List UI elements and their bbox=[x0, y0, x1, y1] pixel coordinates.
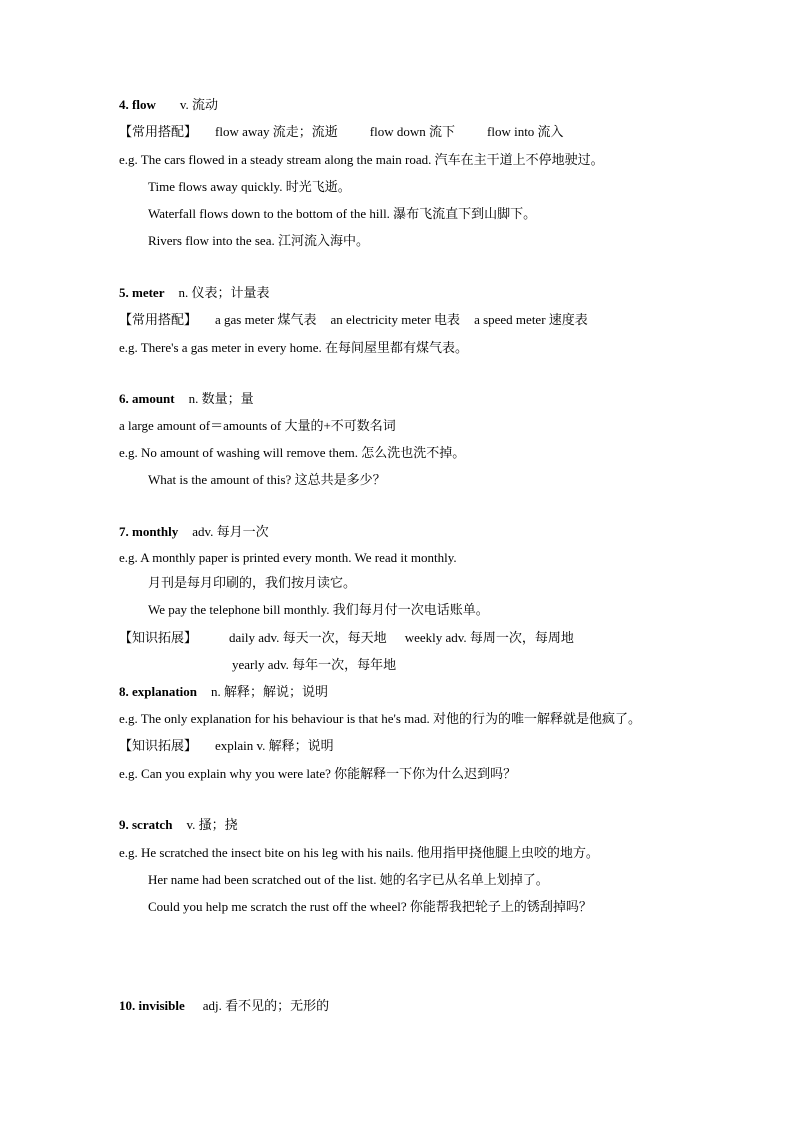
entry-7-example-1: e.g. A monthly paper is printed every month. We read it monthly. bbox=[119, 550, 457, 565]
collocation-item: an electricity meter 电表 bbox=[330, 312, 461, 327]
extension-item: weekly adv. 每周一次，每周地 bbox=[404, 630, 574, 645]
entry-word: 8. explanation bbox=[119, 684, 198, 699]
collocation-item: flow down 流下 bbox=[369, 124, 455, 139]
entry-definition: n. 解释；解说；说明 bbox=[211, 684, 329, 699]
entry-9-heading bbox=[119, 817, 238, 833]
entry-6-note: a large amount of＝amounts of 大量的+不可数名词 bbox=[119, 418, 396, 433]
entry-definition: n. 仪表；计量表 bbox=[178, 285, 270, 300]
entry-word: 10. invisible bbox=[119, 998, 185, 1013]
entry-4-collocations bbox=[119, 124, 564, 140]
entry-6-heading bbox=[119, 391, 254, 407]
entry-10-heading bbox=[119, 998, 329, 1014]
collocation-item: flow away 流走；流逝 bbox=[215, 124, 338, 139]
entry-4-heading bbox=[119, 97, 218, 113]
entry-4-example-4: Rivers flow into the sea. 江河流入海中。 bbox=[148, 233, 369, 248]
entry-8-heading bbox=[119, 684, 328, 700]
collocation-item: a gas meter 煤气表 bbox=[215, 312, 317, 327]
entry-5-heading bbox=[119, 285, 269, 301]
entry-6-example-1: e.g. No amount of washing will remove them. 怎么洗也洗不掉。 bbox=[119, 445, 466, 460]
entry-word: 9. scratch bbox=[119, 817, 173, 832]
entry-9-example-2: Her name had been scratched out of the list. 她的名字已从名单上划掉了。 bbox=[148, 872, 549, 887]
collocation-tag: 【常用搭配】 bbox=[119, 312, 198, 327]
entry-word: 5. meter bbox=[119, 285, 165, 300]
extension-tag: 【知识拓展】 bbox=[119, 630, 198, 645]
entry-4-example-3: Waterfall flows down to the bottom of the hill. 瀑布飞流直下到山脚下。 bbox=[148, 206, 537, 221]
entry-word: 6. amount bbox=[119, 391, 175, 406]
entry-8-extension bbox=[119, 738, 334, 754]
collocation-tag: 【常用搭配】 bbox=[119, 124, 198, 139]
entry-7-heading bbox=[119, 524, 269, 540]
entry-5-collocations bbox=[119, 312, 588, 328]
entry-9-example-1: e.g. He scratched the insect bite on his leg with his nails. 他用指甲挠他腿上虫咬的地方。 bbox=[119, 845, 599, 860]
entry-4-example-2: Time flows away quickly. 时光飞逝。 bbox=[148, 179, 351, 194]
extension-item: daily adv. 每天一次，每天地 bbox=[229, 630, 387, 645]
entry-6-example-2: What is the amount of this? 这总共是多少？ bbox=[148, 472, 386, 487]
entry-definition: v. 流动 bbox=[179, 97, 218, 112]
entry-definition: adv. 每月一次 bbox=[192, 524, 269, 539]
collocation-item: a speed meter 速度表 bbox=[474, 312, 588, 327]
entry-7-extension-2: yearly adv. 每年一次，每年地 bbox=[232, 657, 397, 672]
entry-4-example-1: e.g. The cars flowed in a steady stream along the main road. 汽车在主干道上不停地驶过。 bbox=[119, 152, 604, 167]
entry-8-example-2: e.g. Can you explain why you were late? 你能解释一下你为什么迟到吗？ bbox=[119, 766, 517, 781]
entry-word: 7. monthly bbox=[119, 524, 179, 539]
entry-7-example-2: We pay the telephone bill monthly. 我们每月付一次电话账单。 bbox=[148, 602, 489, 617]
entry-definition: v. 搔；挠 bbox=[186, 817, 238, 832]
entry-word: 4. flow bbox=[119, 97, 156, 112]
entry-7-example-1-translation: 月刊是每月印刷的，我们按月读它。 bbox=[148, 575, 357, 590]
entry-8-example-1: e.g. The only explanation for his behaviour is that he's mad. 对他的行为的唯一解释就是他疯了。 bbox=[119, 711, 642, 726]
extension-tag: 【知识拓展】 bbox=[119, 738, 198, 753]
extension-item: explain v. 解释；说明 bbox=[215, 738, 334, 753]
entry-7-extension bbox=[119, 630, 574, 646]
entry-definition: n. 数量；量 bbox=[188, 391, 254, 406]
entry-definition: adj. 看不见的；无形的 bbox=[202, 998, 330, 1013]
entry-9-example-3: Could you help me scratch the rust off the wheel? 你能帮我把轮子上的锈刮掉吗？ bbox=[148, 899, 592, 914]
entry-5-example-1: e.g. There's a gas meter in every home. 在每间屋里都有煤气表。 bbox=[119, 340, 469, 355]
collocation-item: flow into 流入 bbox=[487, 124, 564, 139]
